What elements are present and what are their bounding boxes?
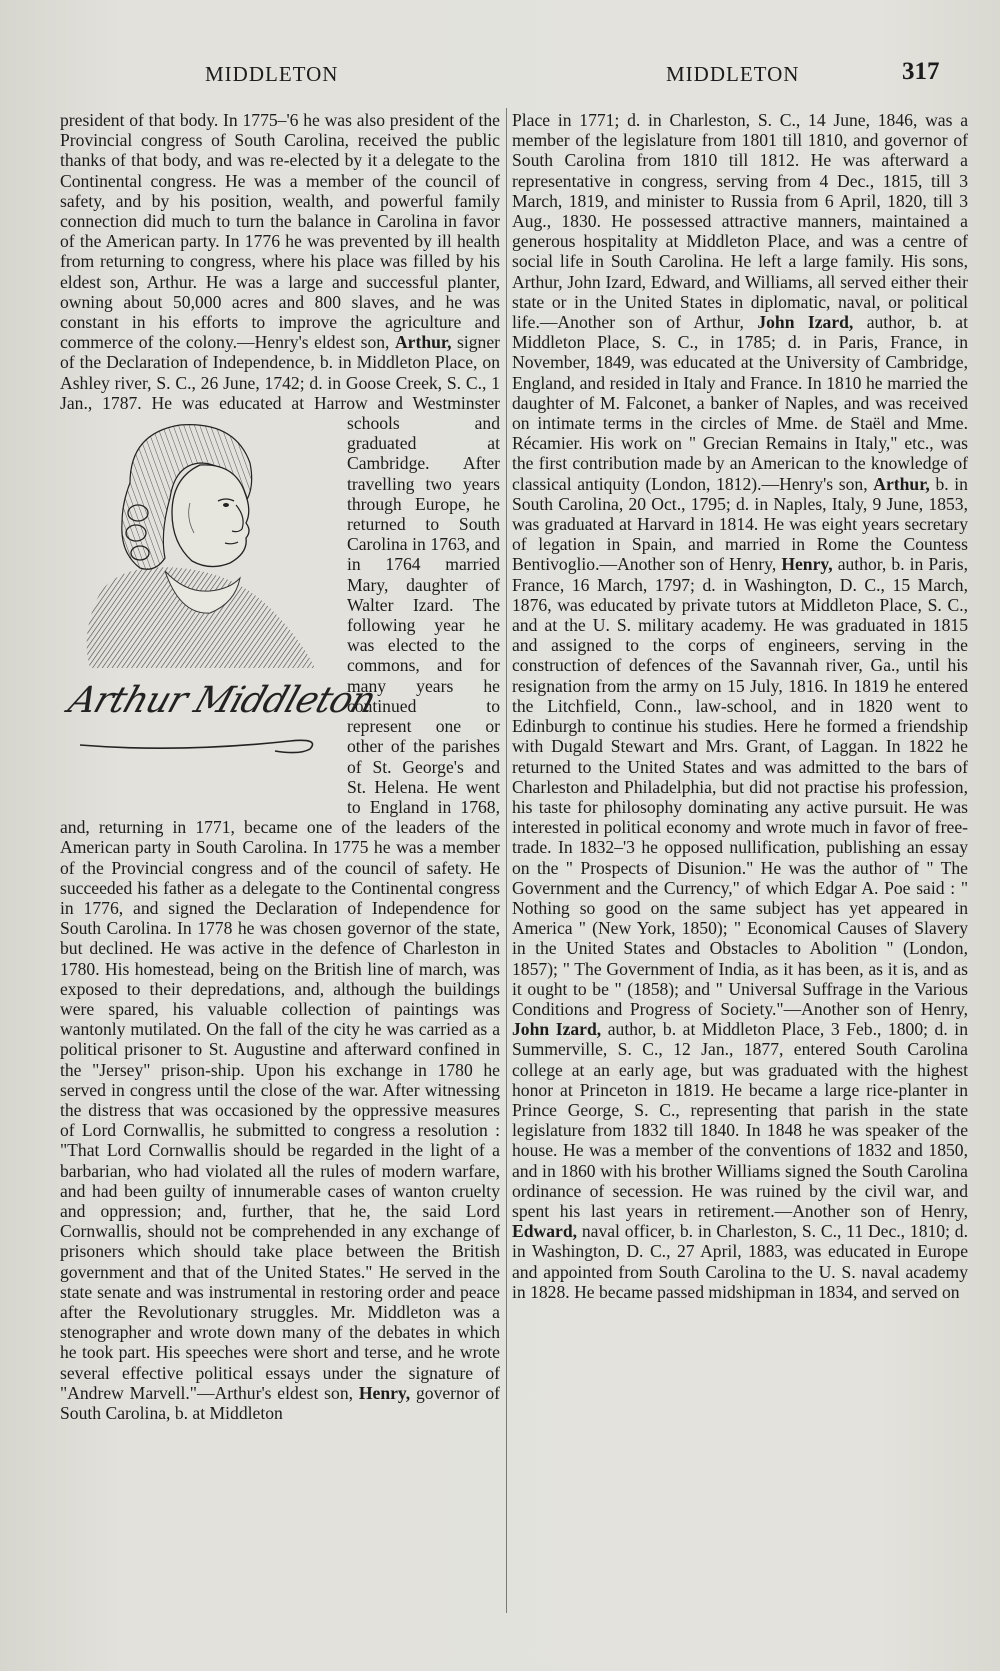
running-head [0,58,1000,92]
right-paragraph [512,110,968,1302]
left-column [60,110,500,1423]
running-head-left: MIDDLETON [205,62,339,86]
portrait-image [60,393,335,683]
page-number: 317 [902,58,940,85]
right-column [512,110,968,1302]
entry-name-henry-2: Henry, [781,554,833,575]
entry-name-henry: Henry, [358,1382,411,1403]
text-run: president of that body. In 1775–'6 he was also president of the Provincial congress of South Carolina, received the public thanks of that body, and was re-elected by it a delegate to the Continental congress. He was a member of the council of safety, and by his position, wealth, and powerful family connection did much to turn the balance in Carolina in favor of the American party. In 1776 he was prevented by ill health from returning to congress, where his place was filled by his eldest son, Arthur. He was a large and successful planter, owning about 50,000 acres and 800 slaves, and he was constant in his efforts to improve the agriculture and commerce of the colony.—Henry's eldest son, [60,110,500,353]
portrait-engraving [60,393,381,803]
text-run: author, b. in Paris, France, 16 March, 1797; d. in Washington, D. C., 15 March, 1876, was educated by private tutors at Middleton Place, S. C., and at the U. S. military academy. He was graduated in 1815 and assigned to the corps of engineers, serving in the construction of defences of the Savannah river, Ga., until his resignation from the army on 15 July, 1816. In 1819 he entered the Litchfield, Conn., law-school, and in 1820 went to Edinburgh to continue his studies. Here he formed a friendship with Dugald Stewart and Mrs. Grant, of Laggan. In 1822 he returned to the United States and was admitted to the bars of Charleston and Philadelphia, but did not practise his profession, his taste for philosophy dominating any active pursuit. He was interested in political economy and wrote much in favor of free-trade. In 1832–'3 he opposed nullification, publishing an essay on the " Prospects of Disunion." He was the author of " The Government and the Currency," of which Edgar A. Poe said : " Nothing so good on the same subject has yet appeared in America " (New York, 1850); " Economical Causes of Slavery in the United States and Obstacles to Abolition " (London, 1857); " The Government of India, as it has been, as it is, and as it ought to be " (1858); and " Universal Suffrage in the Various Conditions and Progress of Society."—Another son of Henry, [512,554,968,1019]
text-run: governor of South Carolina, b. at Middleton [60,1382,500,1423]
text-run: author, b. at Middleton Place, S. C., in 1785; d. in Paris, France, in November, 1849, was educated at the University of Cambridge, England, and resided in Italy and France. In 1810 he married the daughter of M. Falconet, a banker of Naples, and was received on intimate terms in the circles of Mme. de Staël and Mme. Récamier. His work on " Grecian Remains in Italy," etc., was the first contribution made by an American to the knowledge of classical antiquity (London, 1812).—Henry's son, [512,312,968,494]
entry-name-john-izard-2: John Izard, [512,1019,602,1040]
text-run: author, b. at Middleton Place, 3 Feb., 1800; d. in Summerville, S. C., 12 Jan., 1877, entered South Carolina college at an early age, but was graduated with the highest honor at Princeton in 1819. He became a large rice-planter in Prince George, S. C., representing that parish in the state legislature from 1832 till 1840. In 1848 he was speaker of the house. He was a member of the conventions of 1832 and 1850, and in 1860 with his brother Williams signed the South Carolina ordinance of secession. He was ruined by the civil war, and spent his last years in retirement.—Another son of Henry, [512,1019,968,1221]
text-run: 1787. He was educated at Harrow and Westminster schools and graduated at Cambridge. After travelling two years through Europe, he returned to South Carolina in 1763, and in 1764 married Mary, daughter of Walter Izard. The following year he was elected to the commons, and for many years he continued to represent one or other of the parishes of St. George's and St. Helena. He went to England in 1768, and, returning in 1771, became one of the leaders of the American party in South Carolina. In 1775 he was a member of the Provincial congress and of the council of safety. He succeeded his father as a delegate to the Continental congress in 1776, and signed the Declaration of Independence for South Carolina. In 1778 he was chosen governor of the state, but declined. He was active in the defence of Charleston in 1780. His homestead, being on the British line of march, was exposed to their depredations, and, although the buildings were spared, his valuable collection of paintings was wantonly mutilated. On the fall of the city he was carried as a political prisoner to St. Augustine and afterward confined in the "Jersey" prison-ship. Upon his exchange in 1780 he served in congress until the close of the war. After witnessing the distress that was occasioned by the oppressive measures of Lord Cornwallis, he submitted to congress a resolution : "That Lord Cornwallis should be regarded in the light of a barbarian, who had violated all the rules of modern warfare, and had been guilty of innumerable cases of wanton cruelty and oppression; and, further, that he, the said Lord Cornwallis, should not be comprehended in any exchange of prisoners which should take place between the British government and that of the United States." He served in the state senate and was instrumental in restoring order and peace after the Revolutionary struggles. Mr. Middleton was a stenographer and wrote down many of the debates in which he took part. His speeches were short and terse, and he wrote several effective political essays under the signature of "Andrew Marvell."—Arthur's eldest son, [60,392,500,1403]
text-run: naval officer, b. in Charleston, S. C., 11 Dec., 1810; d. in Washington, D. C., 27 April, 1883, was educated in Europe and appointed from South Carolina to the U. S. naval academy in 1828. He became passed midshipman in 1834, and served on [512,1221,968,1302]
signature-flourish [60,683,335,773]
running-head-right: MIDDLETON [666,62,800,86]
entry-name-edward: Edward, [512,1221,578,1242]
text-run: b. in South Carolina, 20 Oct., 1795; d. in Naples, Italy, 9 June, 1853, was graduated at Harvard in 1814. He was eight years secretary of legation in Spain, and married in Rome the Countess Bentivoglio.—Another son of Henry, [512,473,968,575]
entry-name-john-izard: John Izard, [757,312,854,333]
signature-text: Arthur Middleton [63,679,381,721]
entry-name-arthur-2: Arthur, [873,473,930,494]
text-run: signer of the Declaration of Independence, b. in Middleton Place, on Ashley river, S. C., 26 June, 1742; d. in Goose Creek, S. C., 1 Jan., [60,332,500,413]
left-paragraph [60,110,500,1423]
entry-name-arthur: Arthur, [394,332,452,353]
signature [60,679,381,773]
text-run: Place in 1771; d. in Charleston, S. C., 14 June, 1846, was a member of the legislature from 1801 till 1810, and governor of South Carolina from 1810 till 1812. He was afterward a representative in congress, serving from 4 Dec., 1815, till 3 March, 1819, and minister to Russia from 6 April, 1820, till 3 Aug., 1830. He possessed attractive manners, maintained a generous hospitality at Middleton Place, and was a centre of social life in South Carolina. He left a large family. His sons, Arthur, John Izard, Edward, and Williams, all served either their state or in the United States in diplomatic, naval, or political life.—Another son of Arthur, [512,110,968,333]
column-divider [506,108,507,1613]
